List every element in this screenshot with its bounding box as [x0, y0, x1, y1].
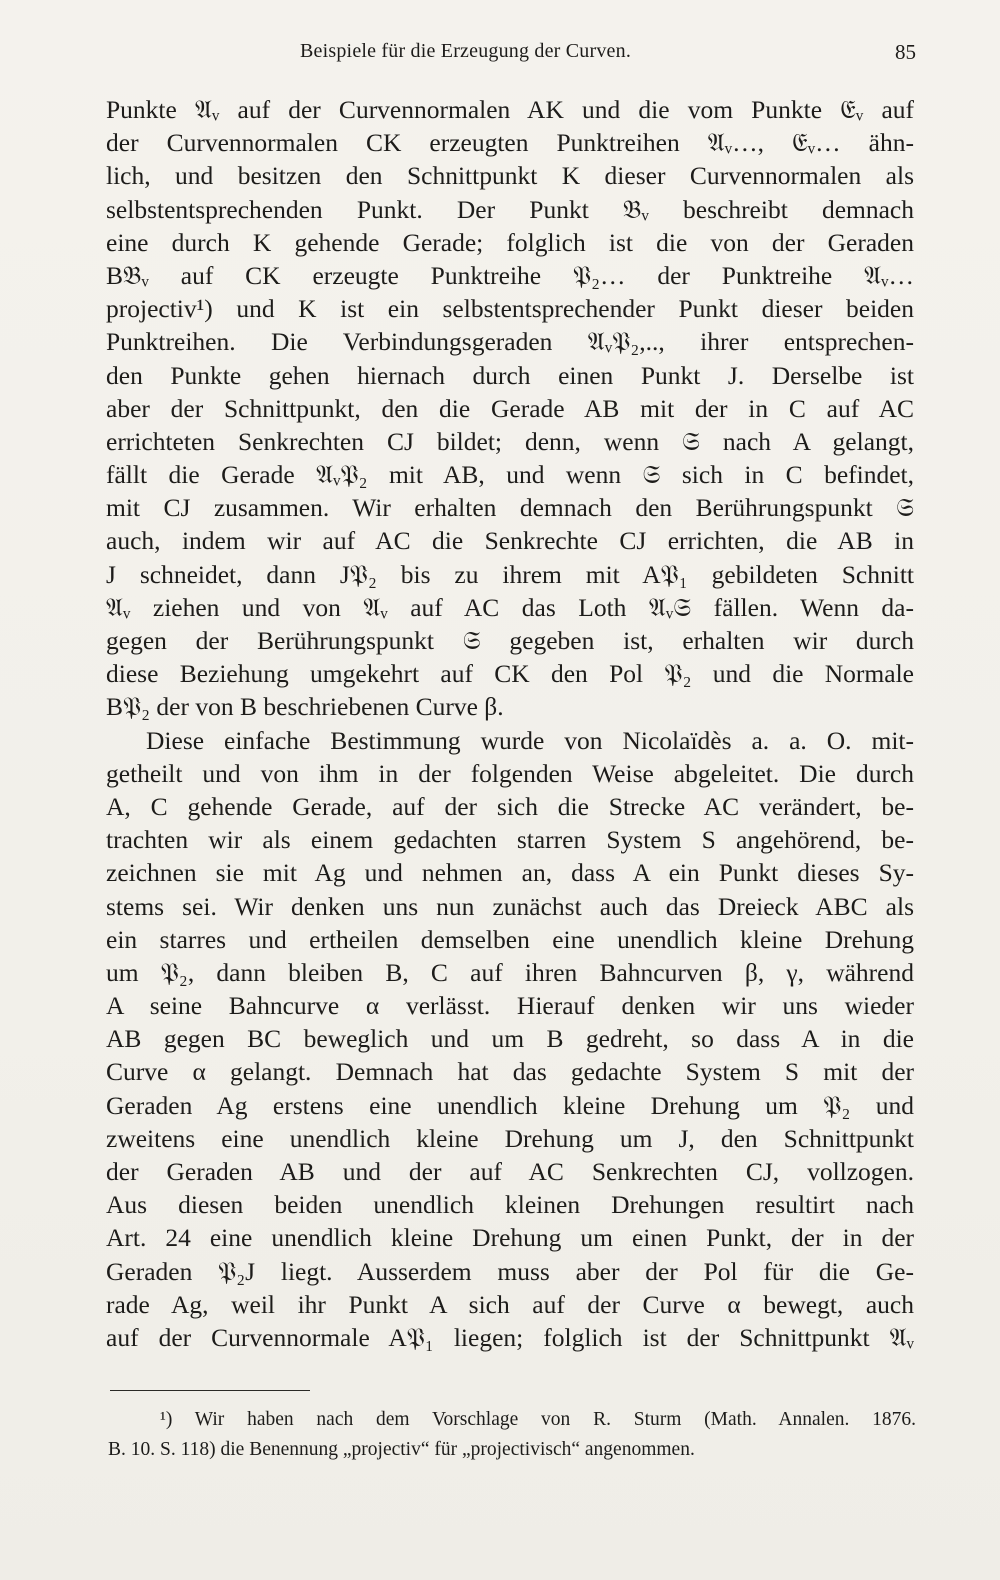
- text-line: selbstentsprechenden Punkt. Der Punkt 𝔅ᵥ beschreibt demnach: [106, 194, 914, 224]
- text-line: Geraden 𝔓₂J liegt. Ausserdem muss aber der Pol für die Ge-: [106, 1256, 914, 1286]
- text-line: B𝔅ᵥ auf CK erzeugte Punktreihe 𝔓₂… der Punktreihe 𝔄ᵥ…: [106, 260, 914, 290]
- footnote-line: ¹) Wir haben nach dem Vorschlage von R. Sturm (Math. Annalen. 1876.: [160, 1409, 916, 1430]
- text-line: trachten wir als einem gedachten starren System S angehörend, be-: [106, 825, 914, 855]
- text-line: 𝔄ᵥ ziehen und von 𝔄ᵥ auf AC das Loth 𝔄ᵥ𝔖 fällen. Wenn da-: [106, 592, 914, 622]
- text-line: eine durch K gehende Gerade; folglich ist die von der Geraden: [106, 227, 914, 257]
- text-line: zweitens eine unendlich kleine Drehung um J, den Schnittpunkt: [106, 1123, 914, 1153]
- text-line: getheilt und von ihm in der folgenden Weise abgeleitet. Die durch: [106, 758, 914, 788]
- footnote: [108, 1405, 916, 1465]
- text-line: projectiv¹) und K ist ein selbstentsprechender Punkt dieser beiden: [106, 294, 914, 324]
- text-line: lich, und besitzen den Schnittpunkt K dieser Curvennormalen als: [106, 161, 914, 191]
- paragraph-start-line: Diese einfache Bestimmung wurde von Nicolaïdès a. a. O. mit-: [146, 725, 914, 755]
- text-line: der Curvennormalen CK erzeugten Punktreihen 𝔄ᵥ…, 𝔈ᵥ… ähn-: [106, 128, 914, 158]
- text-line: stems sei. Wir denken uns nun zunächst auch das Dreieck ABC als: [106, 891, 914, 921]
- text-line: Punktreihen. Die Verbindungsgeraden 𝔄ᵥ𝔓₂,.., ihrer entsprechen-: [106, 327, 914, 357]
- text-line: mit CJ zusammen. Wir erhalten demnach den Berührungspunkt 𝔖: [106, 493, 914, 523]
- text-line: Aus diesen beiden unendlich kleinen Drehungen resultirt nach: [106, 1190, 914, 1220]
- text-line: aber der Schnittpunkt, den die Gerade AB mit der in C auf AC: [106, 393, 914, 423]
- text-line: Geraden Ag erstens eine unendlich kleine Drehung um 𝔓₂ und: [106, 1090, 914, 1120]
- text-line: gegen der Berührungspunkt 𝔖 gegeben ist, erhalten wir durch: [106, 626, 914, 655]
- text-line: Art. 24 eine unendlich kleine Drehung um einen Punkt, der in der: [106, 1223, 914, 1253]
- text-line: A seine Bahncurve α verlässt. Hierauf denken wir uns wieder: [106, 991, 914, 1021]
- footnote-line: B. 10. S. 118) die Benennung „projectiv“ für „projectivisch“ angenommen.: [108, 1439, 695, 1460]
- text-line: AB gegen BC beweglich und um B gedreht, so dass A in die: [106, 1024, 914, 1054]
- paragraph-end-line: B𝔓₂ der von B beschriebenen Curve β.: [106, 692, 504, 722]
- text-line: fällt die Gerade 𝔄ᵥ𝔓₂ mit AB, und wenn 𝔖 sich in C befindet,: [106, 460, 914, 490]
- footnote-rule: [110, 1390, 310, 1391]
- page-header: [104, 40, 916, 76]
- page-number: 85: [895, 40, 916, 64]
- text-line: Punkte 𝔄ᵥ auf der Curvennormalen AK und die vom Punkte 𝔈ᵥ auf: [106, 95, 914, 124]
- text-line: A, C gehende Gerade, auf der sich die Strecke AC verändert, be-: [106, 791, 914, 821]
- text-line: errichteten Senkrechten CJ bildet; denn, wenn 𝔖 nach A gelangt,: [106, 426, 914, 456]
- text-line: um 𝔓₂, dann bleiben B, C auf ihren Bahncurven β, γ, während: [106, 957, 914, 987]
- text-line: auch, indem wir auf AC die Senkrechte CJ errichten, die AB in: [106, 526, 914, 556]
- text-line: der Geraden AB und der auf AC Senkrechten CJ, vollzogen.: [106, 1157, 914, 1186]
- text-line: den Punkte gehen hiernach durch einen Punkt J. Derselbe ist: [106, 360, 914, 390]
- text-line: diese Beziehung umgekehrt auf CK den Pol 𝔓₂ und die Normale: [106, 659, 914, 689]
- text-line: zeichnen sie mit Ag und nehmen an, dass A ein Punkt dieses Sy-: [106, 858, 914, 888]
- body-text: [106, 93, 914, 1354]
- text-line: Curve α gelangt. Demnach hat das gedachte System S mit der: [106, 1057, 914, 1087]
- text-line: rade Ag, weil ihr Punkt A sich auf der Curve α bewegt, auch: [106, 1289, 914, 1319]
- text-line: ein starres und ertheilen demselben eine unendlich kleine Drehung: [106, 924, 914, 954]
- text-line: J schneidet, dann J𝔓₂ bis zu ihrem mit A𝔓₁ gebildeten Schnitt: [106, 559, 914, 589]
- running-title: Beispiele für die Erzeugung der Curven.: [300, 40, 632, 62]
- text-line: auf der Curvennormale A𝔓₁ liegen; folglich ist der Schnittpunkt 𝔄ᵥ: [106, 1322, 914, 1352]
